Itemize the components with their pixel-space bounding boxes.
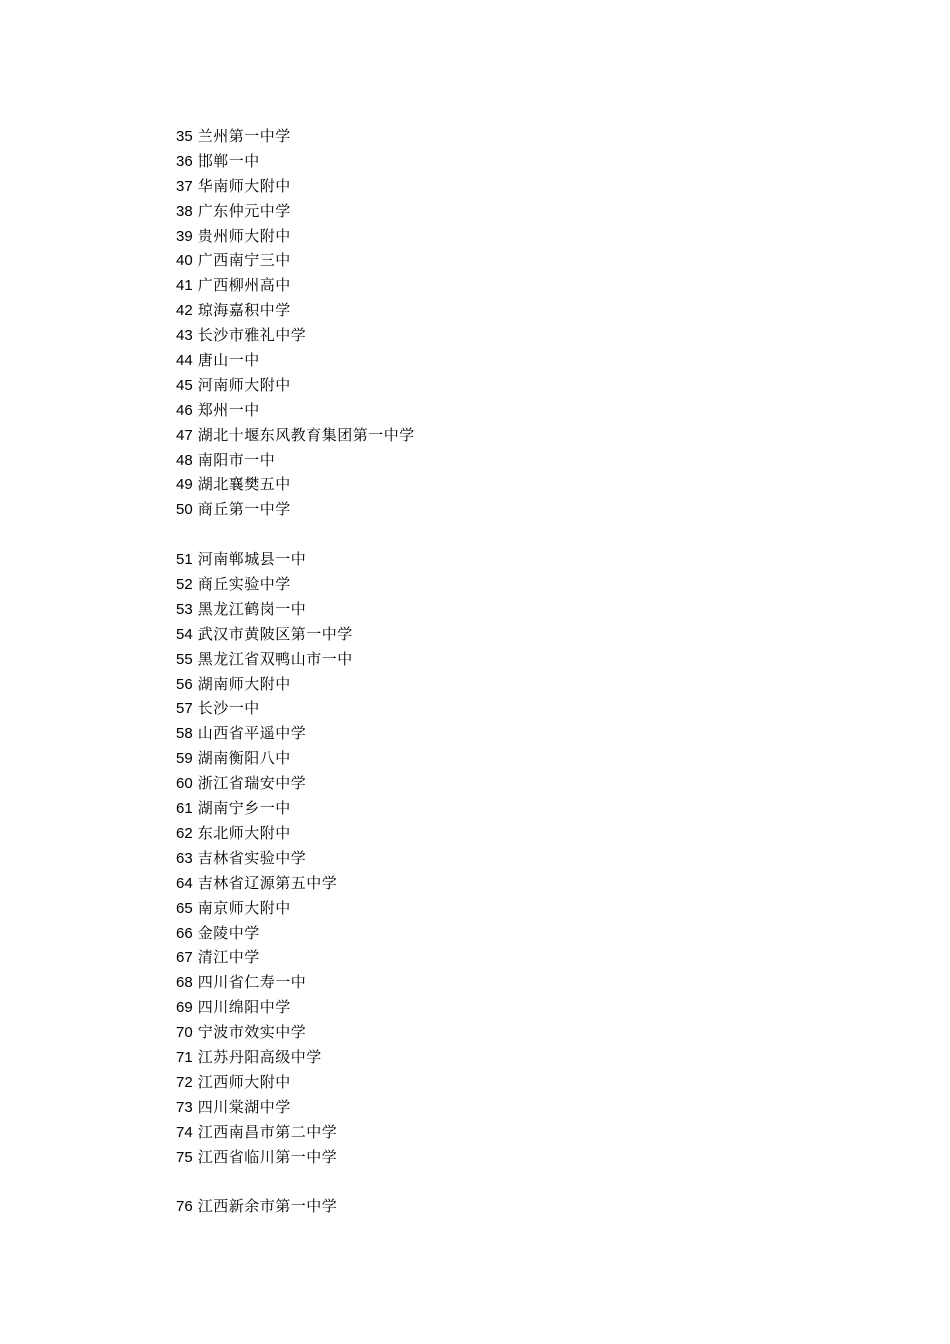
item-number: 43 [176, 327, 193, 345]
list-item [176, 821, 876, 846]
item-number: 49 [176, 476, 193, 494]
list-item [176, 497, 876, 522]
item-number: 54 [176, 625, 193, 643]
item-number: 44 [176, 352, 193, 370]
list-item [176, 1194, 876, 1219]
school-name: 江西新余市第一中学 [197, 1197, 338, 1216]
item-number: 71 [176, 1048, 193, 1066]
list-item [176, 597, 876, 622]
item-number: 62 [176, 824, 193, 842]
school-name: 武汉市黄陂区第一中学 [197, 624, 353, 643]
item-number: 60 [176, 775, 193, 793]
item-number: 47 [176, 426, 193, 444]
item-number: 53 [176, 600, 193, 618]
school-name: 湖南宁乡一中 [197, 799, 291, 818]
list-item [176, 323, 876, 348]
school-name: 江苏丹阳高级中学 [197, 1047, 322, 1066]
list-item [176, 846, 876, 871]
school-name: 宁波市效实中学 [197, 1023, 307, 1042]
school-name: 郑州一中 [197, 400, 260, 419]
item-number: 73 [176, 1098, 193, 1116]
item-number: 37 [176, 177, 193, 195]
item-number: 41 [176, 277, 193, 295]
item-number: 40 [176, 252, 193, 270]
item-number: 64 [176, 874, 193, 892]
school-name: 浙江省瑞安中学 [197, 774, 307, 793]
item-number: 51 [176, 551, 193, 569]
list-item [176, 149, 876, 174]
list-item [176, 1145, 876, 1170]
school-name: 四川棠湖中学 [197, 1097, 291, 1116]
item-number: 57 [176, 700, 193, 718]
item-number: 36 [176, 152, 193, 170]
item-number: 59 [176, 750, 193, 768]
school-name: 江西南昌市第二中学 [197, 1122, 338, 1141]
list-item [176, 199, 876, 224]
list-item [176, 348, 876, 373]
school-name: 长沙市雅礼中学 [197, 326, 307, 345]
school-name: 金陵中学 [197, 923, 260, 942]
item-number: 48 [176, 451, 193, 469]
school-name: 商丘第一中学 [197, 500, 291, 519]
list-item [176, 1070, 876, 1095]
school-name: 江西省临川第一中学 [197, 1147, 338, 1166]
school-name: 江西师大附中 [197, 1072, 291, 1091]
item-number: 45 [176, 376, 193, 394]
item-number: 39 [176, 227, 193, 245]
item-number: 42 [176, 302, 193, 320]
school-name: 南京师大附中 [197, 898, 291, 917]
list-item [176, 248, 876, 273]
item-number: 58 [176, 725, 193, 743]
list-item [176, 398, 876, 423]
school-list [176, 124, 876, 1219]
item-number: 66 [176, 924, 193, 942]
list-item [176, 696, 876, 721]
school-name: 商丘实验中学 [197, 575, 291, 594]
school-name: 湖北十堰东风教育集团第一中学 [197, 425, 415, 444]
list-item [176, 373, 876, 398]
item-number: 52 [176, 576, 193, 594]
school-name: 黑龙江鹤岗一中 [197, 599, 307, 618]
list-item [176, 672, 876, 697]
list-item [176, 1095, 876, 1120]
list-item [176, 647, 876, 672]
school-name: 南阳市一中 [197, 450, 276, 469]
item-number: 67 [176, 949, 193, 967]
item-number: 56 [176, 675, 193, 693]
school-name: 长沙一中 [197, 699, 260, 718]
list-item [176, 921, 876, 946]
school-name: 河南郸城县一中 [197, 550, 307, 569]
list-item [176, 1045, 876, 1070]
item-number: 61 [176, 800, 193, 818]
list-item [176, 423, 876, 448]
item-number: 65 [176, 899, 193, 917]
item-number: 69 [176, 999, 193, 1017]
list-item [176, 1120, 876, 1145]
item-number: 72 [176, 1073, 193, 1091]
school-name: 琼海嘉积中学 [197, 301, 291, 320]
list-item [176, 547, 876, 572]
item-number: 55 [176, 650, 193, 668]
list-item [176, 174, 876, 199]
school-name: 邯郸一中 [197, 151, 260, 170]
list-item [176, 771, 876, 796]
list-item [176, 970, 876, 995]
item-number: 63 [176, 849, 193, 867]
school-name: 湖北襄樊五中 [197, 475, 291, 494]
school-name: 广西柳州高中 [197, 276, 291, 295]
school-name: 山西省平遥中学 [197, 724, 307, 743]
school-name: 吉林省辽源第五中学 [197, 873, 338, 892]
list-item [176, 273, 876, 298]
school-name: 广西南宁三中 [197, 251, 291, 270]
list-item [176, 945, 876, 970]
school-name: 湖南衡阳八中 [197, 749, 291, 768]
list-item [176, 1020, 876, 1045]
list-item [176, 746, 876, 771]
list-item [176, 622, 876, 647]
school-name: 四川省仁寿一中 [197, 973, 307, 992]
school-name: 吉林省实验中学 [197, 848, 307, 867]
school-name: 广东仲元中学 [197, 201, 291, 220]
list-item [176, 721, 876, 746]
list-item [176, 448, 876, 473]
list-item [176, 572, 876, 597]
school-name: 河南师大附中 [197, 375, 291, 394]
school-name: 兰州第一中学 [197, 127, 291, 145]
item-number: 50 [176, 501, 193, 519]
item-number: 76 [176, 1198, 193, 1216]
item-number: 46 [176, 401, 193, 419]
school-name: 华南师大附中 [197, 176, 291, 195]
school-name: 湖南师大附中 [197, 674, 291, 693]
school-name: 唐山一中 [197, 351, 260, 370]
school-name: 贵州师大附中 [197, 226, 291, 245]
item-number: 35 [176, 128, 193, 145]
item-number: 68 [176, 974, 193, 992]
school-name: 东北师大附中 [197, 823, 291, 842]
list-item [176, 896, 876, 921]
list-item [176, 995, 876, 1020]
list-item [176, 224, 876, 249]
item-number: 38 [176, 202, 193, 220]
list-item [176, 298, 876, 323]
list-item [176, 472, 876, 497]
school-name: 清江中学 [197, 948, 260, 967]
school-name: 四川绵阳中学 [197, 998, 291, 1017]
school-name: 黑龙江省双鸭山市一中 [197, 649, 353, 668]
list-item [176, 871, 876, 896]
item-number: 70 [176, 1024, 193, 1042]
list-item [176, 124, 876, 149]
item-number: 75 [176, 1148, 193, 1166]
item-number: 74 [176, 1123, 193, 1141]
list-item [176, 796, 876, 821]
